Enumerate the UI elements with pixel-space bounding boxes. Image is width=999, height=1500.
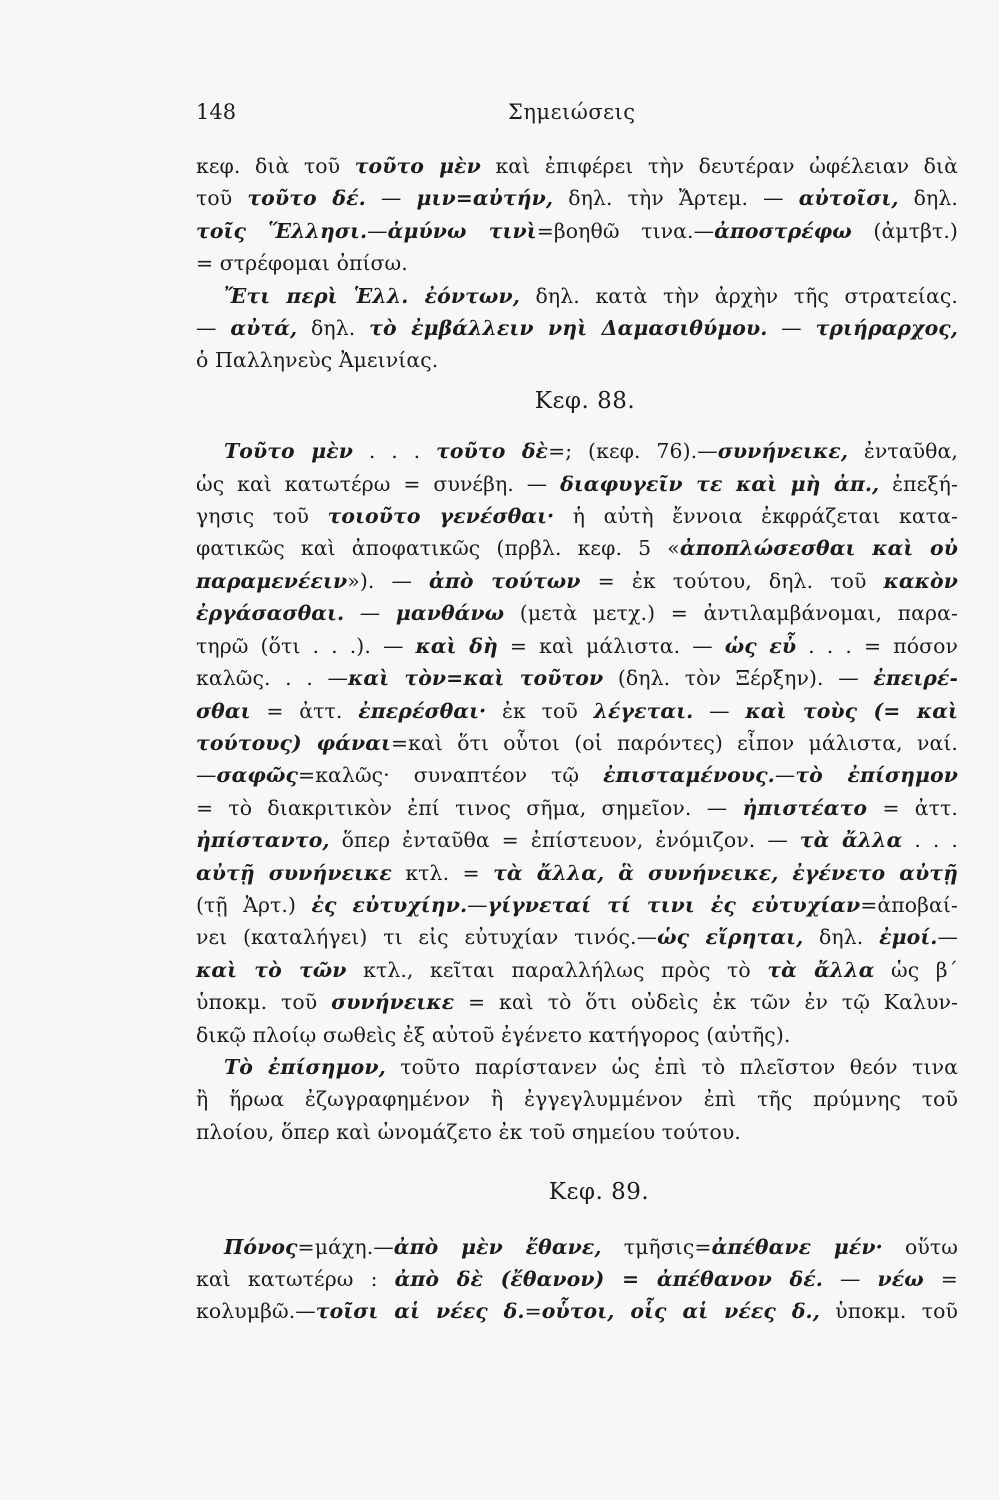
text-line (196, 280, 958, 312)
gloss-text: ὡς καὶ κατωτέρω = συνέβη. — (196, 471, 561, 496)
lemma-text: Ἔτι περὶ Ἑλλ. ἐόντων, (224, 283, 520, 308)
lemma-text: τὰ ἄλλα, ἃ συνήνεικε, ἐγένετο αὐτῇ (493, 860, 958, 885)
lemma-text: οὗτοι, οἷς αἱ νέες δ., (541, 1299, 820, 1324)
lemma-text: τοῦτο δὲ (436, 439, 549, 464)
text-line (196, 532, 958, 564)
text-line (196, 986, 958, 1018)
gloss-text: δικῷ πλοίῳ σωθεὶς ἐξ αὐτοῦ ἐγένετο κατήγορος (αὐτῆς). (196, 1022, 791, 1047)
lemma-text: καὶ δὴ (415, 633, 498, 658)
gloss-text: ὑποκμ. τοῦ (819, 1299, 958, 1324)
text-line (196, 1083, 958, 1115)
gloss-text: — (693, 698, 746, 723)
gloss-text: δηλ. (803, 925, 880, 950)
text-line (196, 468, 958, 500)
lemma-text: ὡς εἴρηται, (657, 925, 804, 950)
lemma-text: τοῖς Ἕλλησι. (196, 218, 368, 243)
lemma-text: μανθάνω (395, 601, 505, 626)
gloss-text: δηλ. (898, 186, 958, 211)
text-line (196, 759, 958, 791)
lemma-text: ἐπειρέ- (873, 666, 959, 691)
lemma-text: ἀπὸ τούτων (429, 568, 581, 593)
gloss-text: = καὶ τὸ ὅτι οὐδεὶς ἐκ τῶν ἐν τῷ Καλυν- (454, 990, 958, 1015)
text-line (196, 1019, 958, 1051)
lemma-text: τοῖσι αἱ νέες δ. (315, 1299, 525, 1324)
gloss-text: κτλ. = (391, 860, 494, 885)
gloss-text: — (467, 892, 488, 917)
gloss-text: οὕτω (882, 1234, 959, 1259)
text-line (196, 662, 958, 694)
lemma-text: ἀποπλώσεσθαι καὶ οὐ (679, 536, 958, 561)
lemma-text: αὐτοῖσι, (798, 186, 899, 211)
gloss-text: =βοηθῶ τινα.— (536, 218, 715, 243)
text-line (196, 1116, 958, 1148)
gloss-text: τοῦ (196, 186, 248, 211)
lemma-text: ἀμύνω τινὶ (387, 218, 537, 243)
gloss-text: ἢ ἥρωα ἐζωγραφημένον ἢ ἐγγεγλυμμένον ἐπὶ τῆς πρύμνης τοῦ (196, 1087, 958, 1112)
gloss-text: — (774, 763, 796, 788)
gloss-text: κολυμβῶ.— (196, 1299, 316, 1324)
text-line (196, 1051, 958, 1083)
gloss-text: κτλ., κεῖται παραλλήλως πρὸς τὸ (346, 957, 768, 982)
gloss-text: — (367, 218, 388, 243)
text-line (196, 954, 958, 986)
text-line (196, 857, 958, 889)
lemma-text: σαφῶς (216, 763, 299, 788)
gloss-text: ἡ αὐτὴ ἔννοια ἐκφράζεται κατα- (554, 504, 959, 529)
lemma-text: τὰ ἄλλα (767, 957, 875, 982)
text-line (196, 150, 958, 182)
gloss-text: = τὸ διακριτικὸν ἐπί τινος σῆμα, σημεῖον. — (196, 795, 743, 820)
text-line (196, 792, 958, 824)
gloss-text: (μετὰ μετχ.) = ἀντιλαμβάνομαι, παρα- (504, 601, 958, 626)
lemma-text: διαφυγεῖν τε καὶ μὴ ἀπ., (560, 471, 880, 496)
gloss-text: καλῶς. . . — (196, 666, 349, 691)
text-line (196, 500, 958, 532)
gloss-text: δηλ. κατὰ τὴν ἀρχὴν τῆς στρατείας. (519, 283, 958, 308)
gloss-text: — (767, 316, 816, 341)
text-line (196, 312, 958, 344)
notes-block-chapter-89 (196, 1231, 958, 1328)
gloss-text: ἐπεξή- (879, 471, 958, 496)
gloss-text: . . . (902, 828, 958, 853)
gloss-text: (τῇ Ἀρτ.) (196, 892, 312, 917)
gloss-text: = (923, 1267, 958, 1291)
lemma-text: ἀπὸ δὲ (ἔθανον) = ἀπέθανον δέ. (394, 1267, 823, 1291)
lemma-text: καὶ τοὺς (= καὶ (745, 698, 958, 723)
gloss-text: ὁ Παλληνεὺς Ἀμεινίας. (196, 348, 439, 373)
notes-body (196, 150, 958, 1328)
lemma-text: ἀπέθανε μέν· (711, 1234, 883, 1259)
gloss-text: — (196, 316, 231, 341)
gloss-text: — (365, 186, 417, 211)
lemma-text: ὡς εὖ (724, 633, 797, 658)
lemma-text: αὐτά, (230, 316, 298, 341)
lemma-text: συνήνεικε (331, 990, 455, 1015)
lemma-text: ἠπιστέατο (742, 795, 868, 820)
gloss-text: καὶ ἐπιφέρει τὴν δευτέραν ὠφέλειαν διὰ (480, 154, 958, 178)
lemma-text: τὸ ἐπίσημον (795, 763, 958, 788)
gloss-text: =καὶ ὅτι οὗτοι (οἱ παρόντες) εἶπον μάλιστα, ναί. (391, 730, 958, 755)
gloss-text: =ἀποβαί- (860, 892, 958, 917)
gloss-text: νει (καταλήγει) τι εἰς εὐτυχίαν τινός.— (196, 925, 658, 950)
lemma-text: Τὸ ἐπίσημον, (224, 1054, 386, 1079)
gloss-text: καὶ κατωτέρω : (196, 1267, 395, 1291)
gloss-text: τοῦτο παρίστανεν ὡς ἐπὶ τὸ πλεῖστον θεόν τινα (385, 1054, 958, 1079)
gloss-text: = ἀττ. (867, 795, 958, 820)
text-line (196, 565, 958, 597)
page-number: 148 (196, 100, 237, 124)
gloss-text: — (196, 763, 217, 788)
gloss-text: δηλ. (297, 316, 370, 341)
lemma-text: τοιοῦτο γενέσθαι· (327, 504, 555, 529)
gloss-text: . . . (352, 439, 437, 464)
gloss-text: = (524, 1299, 542, 1324)
running-title: Σημειώσεις (508, 100, 636, 124)
lemma-text: ἀπὸ μὲν ἔθανε, (393, 1234, 602, 1259)
text-line (196, 597, 958, 629)
lemma-text: αὐτῇ συνήνεικε (196, 860, 392, 885)
gloss-text: = στρέφομαι ὀπίσω. (196, 251, 408, 276)
gloss-text: =μάχη.— (297, 1234, 394, 1259)
text-line (196, 630, 958, 662)
chapter-heading-88: Κεφ. 88. (534, 387, 636, 414)
gloss-text: κεφ. διὰ τοῦ (196, 154, 355, 178)
lemma-text: τριήραρχος, (815, 316, 958, 341)
lemma-text: νέω (877, 1267, 924, 1291)
text-line (196, 727, 958, 759)
gloss-text: πλοίου, ὅπερ καὶ ὠνομάζετο ἐκ τοῦ σημείου τούτου. (196, 1119, 741, 1144)
text-line (196, 247, 958, 279)
gloss-text: τμῆσις= (601, 1234, 712, 1259)
lemma-text: λέγεται. (593, 698, 694, 723)
gloss-text: =καλῶς· συναπτέον τῷ (298, 763, 604, 788)
lemma-text: τὰ ἄλλα (799, 828, 903, 853)
gloss-text: = ἀττ. (250, 698, 359, 723)
lemma-text: συνήνεικε, (717, 439, 849, 464)
notes-block-chapter-87 (196, 150, 958, 377)
lemma-text: ἐπερέσθαι· (358, 698, 487, 723)
gloss-text: »). — (347, 568, 430, 593)
text-line (196, 889, 958, 921)
lemma-text: ἐς εὐτυχίην. (311, 892, 468, 917)
gloss-text: = ἐκ τούτου, δηλ. τοῦ (580, 568, 884, 593)
gloss-text: — (822, 1267, 878, 1291)
text-line (196, 1231, 958, 1263)
text-line (196, 1263, 958, 1295)
gloss-text: (ἀμτβτ.) (851, 218, 958, 243)
lemma-text: ἠπίσταντο, (196, 828, 330, 853)
text-line (196, 182, 958, 214)
chapter-heading-89: Κεφ. 89. (548, 1179, 650, 1206)
page-header (196, 100, 956, 134)
lemma-text: καὶ τὸ τῶν (196, 957, 347, 982)
gloss-text: γησις τοῦ (196, 504, 328, 529)
lemma-text: τοῦτο δέ. (247, 186, 366, 211)
text-line (196, 824, 958, 856)
lemma-text: ἐπισταμένους. (603, 763, 775, 788)
gloss-text: τηρῶ (ὅτι . . .). — (196, 633, 416, 658)
lemma-text: τοῦτο μὲν (354, 154, 481, 178)
gloss-text: . . . = πόσον (796, 633, 958, 658)
text-line (196, 695, 958, 727)
gloss-text: ὡς β´ (874, 957, 958, 982)
lemma-text: Τοῦτο μὲν (224, 439, 353, 464)
gloss-text: ἐνταῦθα, (848, 439, 958, 464)
gloss-text: ὅπερ ἐνταῦθα = ἐπίστευον, ἐνόμιζον. — (329, 828, 800, 853)
gloss-text: — (344, 601, 396, 626)
lemma-text: μιν=αὐτήν, (416, 186, 554, 211)
text-line (196, 435, 958, 467)
gloss-text: φατικῶς καὶ ἀποφατικῶς (πρβλ. κεφ. 5 « (196, 536, 680, 561)
lemma-text: παραμενέειν (196, 568, 348, 593)
text-line (196, 921, 958, 953)
lemma-text: τούτους) φάναι (196, 730, 391, 755)
gloss-text: = καὶ μάλιστα. — (497, 633, 725, 658)
lemma-text: ἐμοί. (879, 925, 938, 950)
lemma-text: ἀποστρέφω (714, 218, 852, 243)
text-line (196, 215, 958, 247)
lemma-text: σθαι (196, 698, 251, 723)
gloss-text: =; (κεφ. 76).— (548, 439, 718, 464)
lemma-text: ἐργάσασθαι. (196, 601, 345, 626)
notes-block-chapter-88 (196, 435, 958, 1148)
lemma-text: τὸ ἐμβάλλειν νηὶ Δαμασιθύμου. (369, 316, 768, 341)
gloss-text: δηλ. τὴν Ἄρτεμ. — (553, 186, 799, 211)
lemma-text: καὶ τὸν=καὶ τοῦτον (348, 666, 604, 691)
lemma-text: Πόνος (224, 1234, 298, 1259)
gloss-text: ὑποκμ. τοῦ (196, 990, 332, 1015)
lemma-text: γίγνεταί τί τινι ἐς εὐτυχίαν (487, 892, 861, 917)
text-line (196, 344, 958, 376)
lemma-text: κακὸν (883, 568, 958, 593)
gloss-text: — (937, 925, 958, 950)
gloss-text: ἐκ τοῦ (486, 698, 594, 723)
text-line (196, 1295, 958, 1327)
gloss-text: (δηλ. τὸν Ξέρξην). — (603, 666, 874, 691)
